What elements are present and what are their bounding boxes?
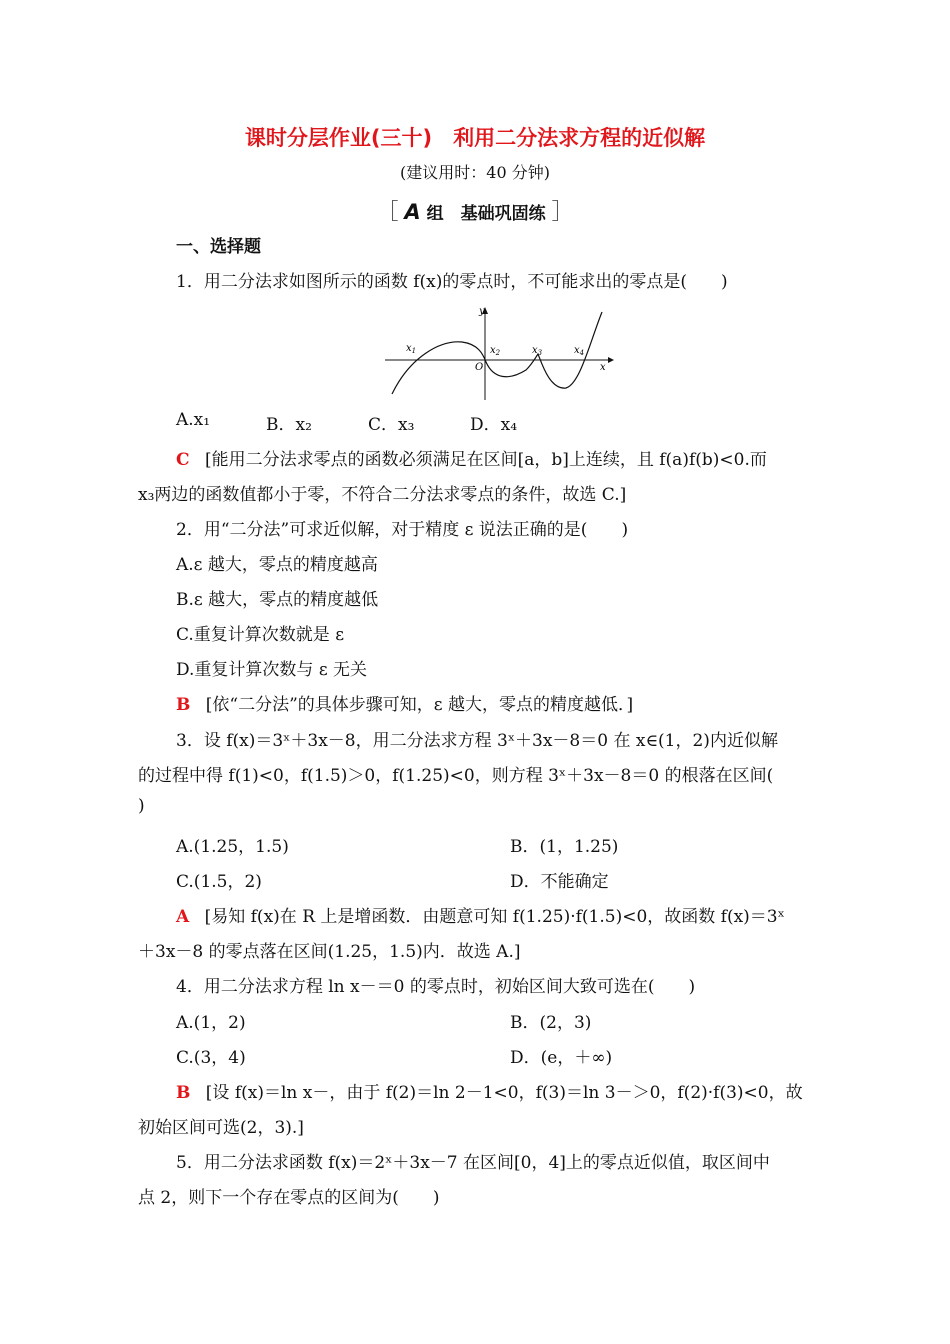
x1-label: $x_1$ xyxy=(406,343,417,355)
q1-answer: C xyxy=(176,450,190,470)
q1-option-a: A.x₁ xyxy=(176,410,211,430)
q4-explain-2: 初始区间可选(2，3).] xyxy=(138,1118,304,1138)
x-label: x xyxy=(600,362,606,373)
q3-explain-2: ＋3x－8 的零点落在区间(1.25，1.5)内．故选 A.] xyxy=(138,942,521,962)
q2-solution xyxy=(176,690,633,715)
question-5-line-1: 5．用二分法求函数 f(x)＝2ˣ＋3x－7 在区间[0，4]上的零点近似值，取区间中 xyxy=(176,1153,770,1173)
q3-option-d: D．不能确定 xyxy=(510,872,609,892)
group-heading xyxy=(0,195,950,226)
q1-option-b: B．x₂ xyxy=(266,415,312,435)
time-hint: (建议用时：40 分钟) xyxy=(400,163,550,182)
q3-explain-1: [易知 f(x)在 R 上是增函数．由题意可知 f(1.25)·f(1.5)<0，故函数 f(x)＝3ˣ xyxy=(204,907,785,927)
origin-label: O xyxy=(475,362,484,373)
function-graph xyxy=(380,302,620,402)
q2-option-b: B.ε 越大，零点的精度越低 xyxy=(176,590,379,610)
x-axis-arrow xyxy=(608,357,614,363)
q4-answer: B xyxy=(176,1083,191,1103)
question-3-line-3: ) xyxy=(138,796,145,816)
question-3-line-1: 3．设 f(x)＝3ˣ＋3x－8，用二分法求方程 3ˣ＋3x－8＝0 在 x∈(1，2)内近似解 xyxy=(176,731,778,751)
q3-option-c: C.(1.5，2) xyxy=(176,872,262,892)
q2-answer: B xyxy=(176,695,191,715)
q4-option-c: C.(3，4) xyxy=(176,1048,246,1068)
q2-explain: [依“二分法”的具体步骤可知，ε 越大，零点的精度越低．] xyxy=(205,695,634,715)
x3-label: $x_3$ xyxy=(532,345,543,357)
question-5-line-2: 点 2，则下一个存在零点的区间为( ) xyxy=(138,1188,440,1208)
question-3-line-2: 的过程中得 f(1)<0，f(1.5)＞0，f(1.25)<0，则方程 3ˣ＋3x－8＝0 的根落在区间( xyxy=(138,766,774,786)
q2-option-c: C.重复计算次数就是 ε xyxy=(176,625,345,645)
q4-explain-1: [设 f(x)＝ln x－，由于 f(2)＝ln 2－1<0，f(3)＝ln 3－＞0，f(2)·f(3)<0，故 xyxy=(205,1083,803,1103)
q4-option-d: D．(e，＋∞) xyxy=(510,1048,613,1068)
section-heading: 一、选择题 xyxy=(176,237,261,257)
q2-option-d: D.重复计算次数与 ε 无关 xyxy=(176,660,368,680)
q3-option-b: B．(1，1.25) xyxy=(510,837,619,857)
q3-answer: A xyxy=(176,907,190,927)
group-letter: A xyxy=(404,200,421,224)
left-bracket: ［ xyxy=(376,200,399,225)
q2-option-a: A.ε 越大，零点的精度越高 xyxy=(176,555,378,575)
question-4: 4．用二分法求方程 ln x－＝0 的零点时，初始区间大致可选在( ) xyxy=(176,977,696,997)
page-title: 课时分层作业(三十) 利用二分法求方程的近似解 xyxy=(244,126,706,150)
q3-solution xyxy=(176,902,785,927)
q1-option-d: D．x₄ xyxy=(470,415,518,435)
question-1: 1．用二分法求如图所示的函数 f(x)的零点时，不可能求出的零点是( ) xyxy=(176,272,728,292)
q4-option-b: B．(2，3) xyxy=(510,1013,592,1033)
q4-solution xyxy=(176,1078,803,1103)
q3-option-a: A.(1.25，1.5) xyxy=(176,837,289,857)
right-bracket: ］ xyxy=(551,200,574,225)
q1-explain-2: x₃两边的函数值都小于零，不符合二分法求零点的条件，故选 C.] xyxy=(138,485,627,505)
q1-explain-1: [能用二分法求零点的函数必须满足在区间[a，b]上连续，且 f(a)f(b)<0.而 xyxy=(204,450,767,470)
x4-label: $x_4$ xyxy=(574,345,585,357)
q4-option-a: A.(1，2) xyxy=(176,1013,246,1033)
question-2: 2．用“二分法”可求近似解，对于精度 ε 说法正确的是( ) xyxy=(176,520,629,540)
q1-solution xyxy=(176,445,767,470)
q1-option-c: C．x₃ xyxy=(368,415,415,435)
x2-label: $x_2$ xyxy=(490,345,501,357)
group-label: 组 基础巩固练 xyxy=(426,204,546,224)
y-label: y xyxy=(479,306,485,317)
